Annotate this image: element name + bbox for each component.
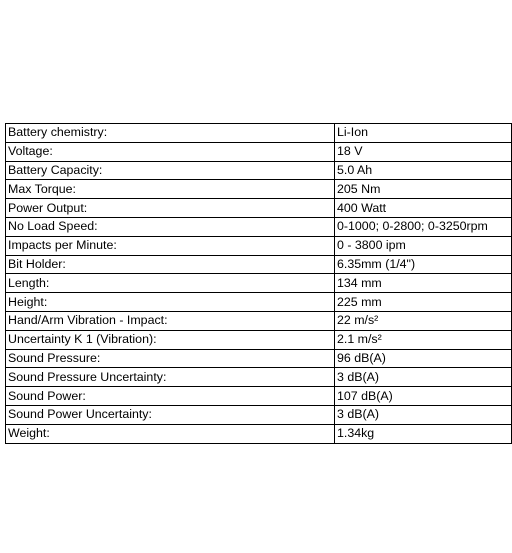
spec-label: Power Output: (6, 199, 335, 218)
spec-value: 1.34kg (335, 424, 512, 443)
spec-label: Voltage: (6, 142, 335, 161)
spec-value: 0 - 3800 ipm (335, 236, 512, 255)
spec-row-voltage (6, 142, 512, 161)
spec-row-sound-power-uncertainty (6, 405, 512, 424)
spec-label: Battery chemistry: (6, 124, 335, 143)
spec-row-no-load-speed (6, 217, 512, 236)
spec-label: Weight: (6, 424, 335, 443)
spec-label: Max Torque: (6, 180, 335, 199)
spec-row-max-torque (6, 180, 512, 199)
spec-row-power-output (6, 199, 512, 218)
spec-value: 96 dB(A) (335, 349, 512, 368)
spec-value: 400 Watt (335, 199, 512, 218)
spec-label: Sound Power Uncertainty: (6, 405, 335, 424)
spec-value: 205 Nm (335, 180, 512, 199)
spec-value: Li-Ion (335, 124, 512, 143)
spec-label: Length: (6, 274, 335, 293)
spec-row-vibration-uncertainty (6, 330, 512, 349)
spec-row-weight (6, 424, 512, 443)
spec-value: 225 mm (335, 293, 512, 312)
spec-row-sound-pressure (6, 349, 512, 368)
spec-label: Sound Pressure Uncertainty: (6, 368, 335, 387)
spec-value: 3 dB(A) (335, 368, 512, 387)
spec-value: 0-1000; 0-2800; 0-3250rpm (335, 217, 512, 236)
spec-label: Height: (6, 293, 335, 312)
spec-label: No Load Speed: (6, 217, 335, 236)
spec-value: 2.1 m/s² (335, 330, 512, 349)
spec-row-length (6, 274, 512, 293)
spec-label: Battery Capacity: (6, 161, 335, 180)
spec-value: 18 V (335, 142, 512, 161)
spec-label: Impacts per Minute: (6, 236, 335, 255)
spec-value: 5.0 Ah (335, 161, 512, 180)
spec-value: 6.35mm (1/4") (335, 255, 512, 274)
spec-label: Sound Pressure: (6, 349, 335, 368)
spec-row-battery-chemistry (6, 124, 512, 143)
spec-value: 134 mm (335, 274, 512, 293)
spec-table-body (6, 124, 512, 444)
spec-row-sound-power (6, 387, 512, 406)
spec-row-impacts-per-minute (6, 236, 512, 255)
spec-label: Sound Power: (6, 387, 335, 406)
spec-value: 22 m/s² (335, 311, 512, 330)
spec-value: 107 dB(A) (335, 387, 512, 406)
spec-label: Uncertainty K 1 (Vibration): (6, 330, 335, 349)
spec-label: Bit Holder: (6, 255, 335, 274)
spec-row-height (6, 293, 512, 312)
spec-row-battery-capacity (6, 161, 512, 180)
spec-row-sound-pressure-uncertainty (6, 368, 512, 387)
spec-row-bit-holder (6, 255, 512, 274)
spec-table (5, 123, 512, 444)
spec-label: Hand/Arm Vibration - Impact: (6, 311, 335, 330)
spec-value: 3 dB(A) (335, 405, 512, 424)
spec-row-vibration-impact (6, 311, 512, 330)
